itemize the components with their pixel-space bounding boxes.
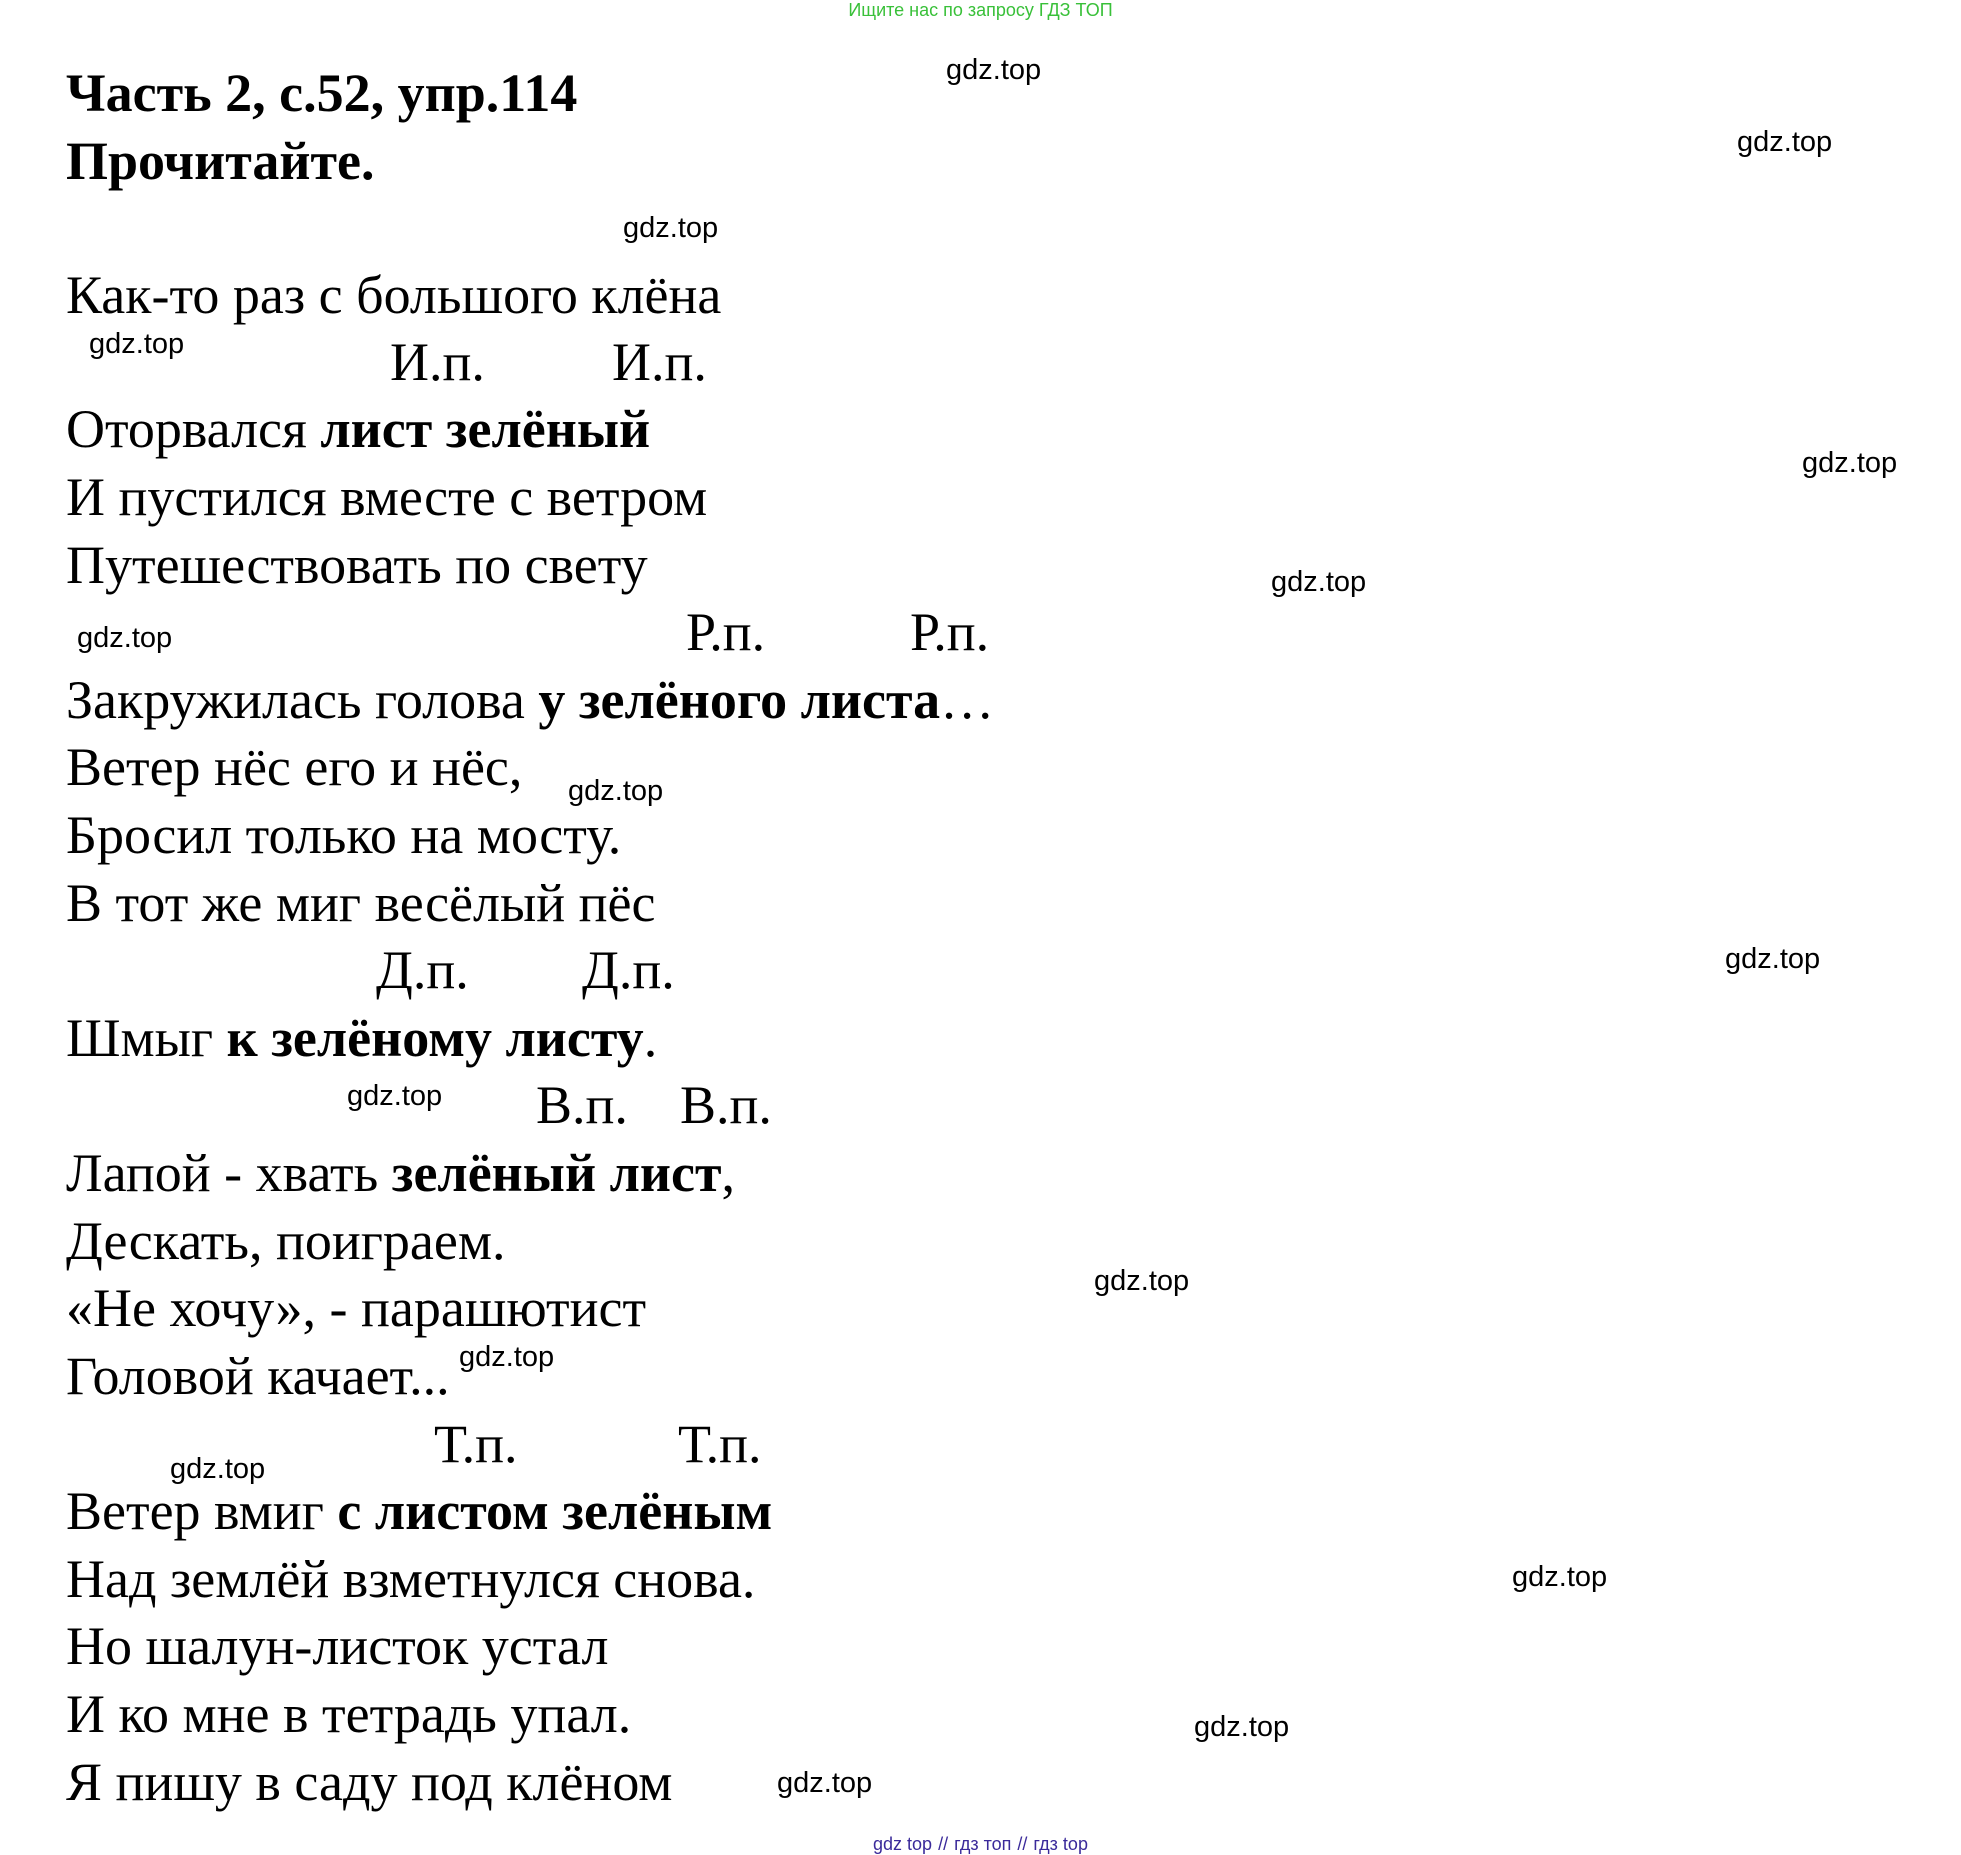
poem-line-1: Как-то раз с большого клёна <box>66 265 722 325</box>
case-label-accusative-1: В.п. <box>536 1075 628 1135</box>
watermark-text: gdz.top <box>77 622 173 654</box>
poem-line-14 <box>66 1480 772 1542</box>
poem-line-2-highlight: лист зелёный <box>320 399 651 459</box>
case-label-nominative-1: И.п. <box>390 332 485 392</box>
poem-line-10-tail: , <box>721 1143 735 1203</box>
watermark-text: gdz.top <box>623 212 719 244</box>
watermark-text: gdz.top <box>347 1080 443 1112</box>
footer-link-gdz-top-mixed[interactable]: гдз top <box>1033 1834 1088 1854</box>
poem-line-17: И ко мне в тетрадь упал. <box>66 1684 632 1744</box>
top-banner: Ищите нас по запросу ГДЗ ТОП <box>848 0 1113 20</box>
poem-line-5-highlight: у зелёного листа <box>538 670 941 730</box>
watermark-text: gdz.top <box>1737 126 1833 158</box>
poem-line-6: Ветер нёс его и нёс, <box>66 737 523 797</box>
poem-line-15: Над землёй взметнулся снова. <box>66 1549 756 1609</box>
poem-line-5 <box>66 669 994 731</box>
poem-line-9-text: Шмыг <box>66 1008 227 1068</box>
poem-line-2 <box>66 398 650 460</box>
footer-links <box>0 1834 1961 1854</box>
case-label-nominative-2: И.п. <box>612 332 707 392</box>
poem-line-5-tail: … <box>940 670 995 730</box>
poem-line-11: Дескать, поиграем. <box>66 1211 506 1271</box>
poem-line-8: В тот же миг весёлый пёс <box>66 873 656 933</box>
poem-line-14-highlight: с листом зелёным <box>337 1481 773 1541</box>
watermark-text: gdz.top <box>1802 447 1898 479</box>
watermark-text: gdz.top <box>1194 1711 1290 1743</box>
poem-line-9-tail: . <box>643 1008 658 1068</box>
poem-line-10-text: Лапой - хвать <box>66 1143 392 1203</box>
watermark-text: gdz.top <box>170 1453 266 1485</box>
poem-line-3: И пустился вместе с ветром <box>66 467 708 527</box>
watermark-text: gdz.top <box>459 1341 555 1373</box>
watermark-text: gdz.top <box>946 54 1042 86</box>
watermark-text: gdz.top <box>1512 1561 1608 1593</box>
footer-link-gdz-top[interactable]: gdz top <box>873 1834 933 1854</box>
page-title: Часть 2, с.52, упр.114 <box>66 63 578 123</box>
watermark-text: gdz.top <box>89 328 185 360</box>
poem-line-7: Бросил только на мосту. <box>66 805 622 865</box>
watermark-text: gdz.top <box>1271 566 1367 598</box>
watermark-text: gdz.top <box>777 1767 873 1799</box>
case-label-dative-2: Д.п. <box>582 940 675 1000</box>
poem-line-9 <box>66 1007 657 1069</box>
poem-line-13: Головой качает... <box>66 1346 450 1406</box>
case-label-dative-1: Д.п. <box>376 940 469 1000</box>
poem-line-4: Путешествовать по свету <box>66 535 648 595</box>
case-label-genitive-2: Р.п. <box>910 602 990 662</box>
watermark-text: gdz.top <box>1725 943 1821 975</box>
watermark-text: gdz.top <box>568 775 664 807</box>
poem-line-9-highlight: к зелёному листу <box>226 1008 644 1068</box>
watermark-text: gdz.top <box>1094 1265 1190 1297</box>
task-instruction: Прочитайте. <box>66 131 375 191</box>
footer-link-gdz-top-ru[interactable]: гдз топ <box>954 1834 1012 1854</box>
footer-separator: // <box>1017 1834 1028 1854</box>
poem-line-16: Но шалун-листок устал <box>66 1616 609 1676</box>
case-label-genitive-1: Р.п. <box>686 602 766 662</box>
case-label-instrumental-1: Т.п. <box>434 1414 518 1474</box>
footer-separator: // <box>938 1834 949 1854</box>
poem-line-12: «Не хочу», - парашютист <box>66 1278 647 1338</box>
case-label-instrumental-2: Т.п. <box>678 1414 762 1474</box>
poem-line-5-text: Закружилась голова <box>66 670 539 730</box>
poem-line-14-text: Ветер вмиг <box>66 1481 338 1541</box>
poem-line-2-text: Оторвался <box>66 399 321 459</box>
poem-line-10-highlight: зелёный лист <box>391 1143 722 1203</box>
poem-line-10 <box>66 1142 735 1204</box>
poem-line-18: Я пишу в саду под клёном <box>66 1752 673 1812</box>
case-label-accusative-2: В.п. <box>680 1075 772 1135</box>
